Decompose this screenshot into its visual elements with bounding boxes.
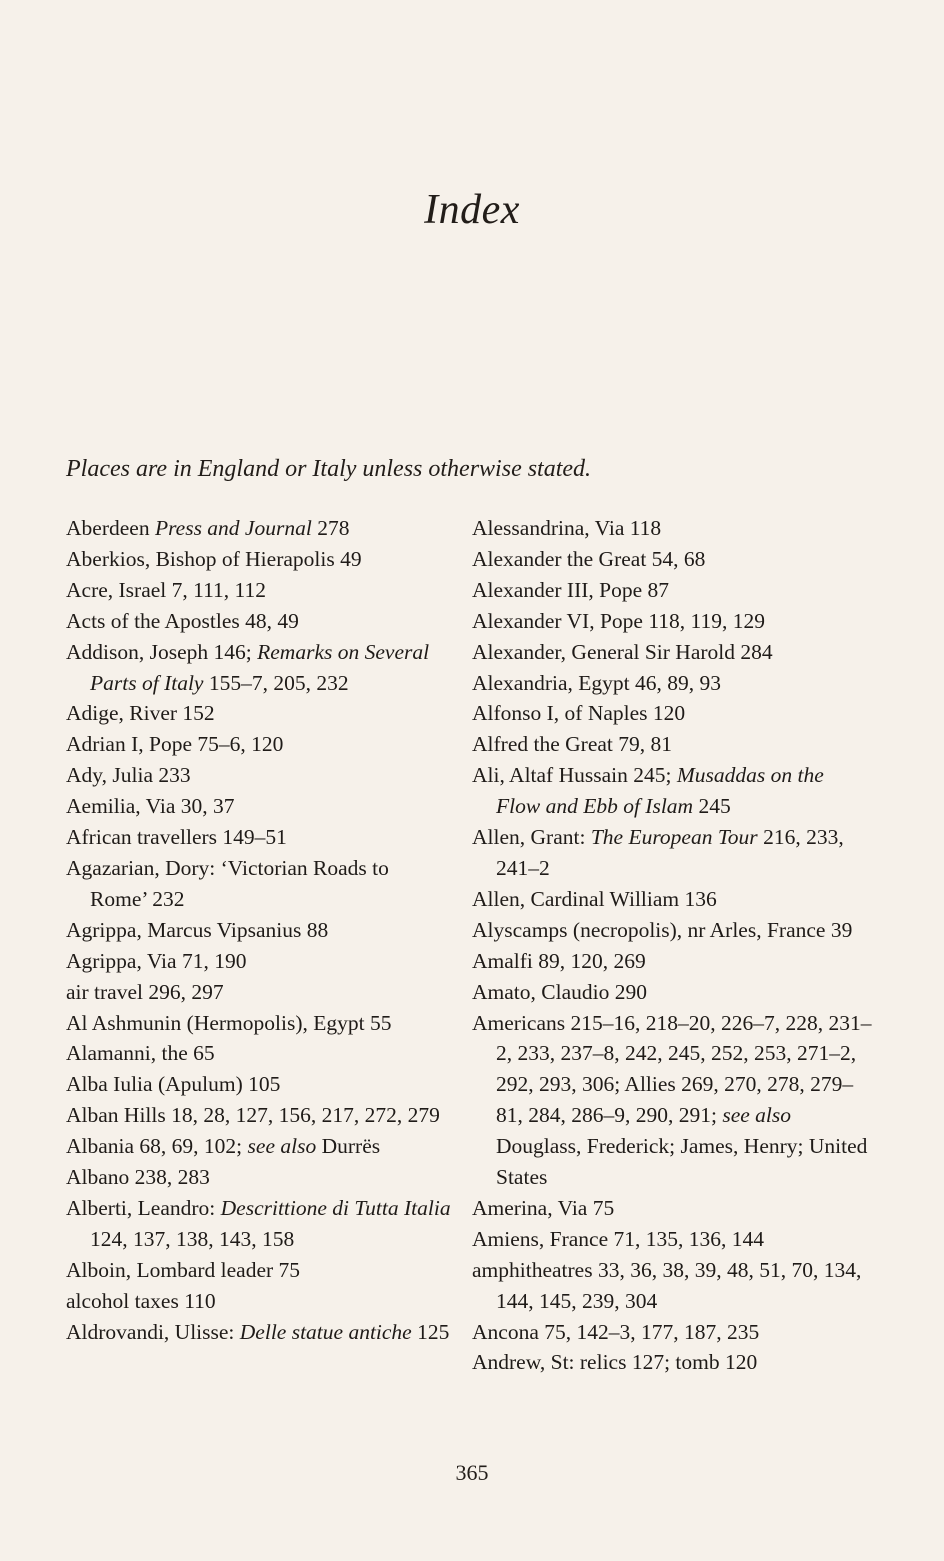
index-entry-text: 216, 233, 241–2 xyxy=(496,825,844,880)
index-entry xyxy=(66,544,451,575)
index-entry-text: 124, 137, 138, 143, 158 xyxy=(90,1226,295,1251)
index-entry-text: Amerina, Via 75 xyxy=(472,1195,615,1220)
index-entry xyxy=(66,791,451,822)
index-entry-text: Alamanni, the 65 xyxy=(66,1041,215,1066)
index-entry xyxy=(66,1162,451,1193)
index-entry-text: Al Ashmunin (Hermopolis), Egypt 55 xyxy=(66,1010,392,1035)
index-entry-text: Alfonso I, of Naples 120 xyxy=(472,701,686,726)
index-entry-text: Amalfi 89, 120, 269 xyxy=(472,948,646,973)
index-entry xyxy=(66,513,451,544)
index-note: Places are in England or Italy unless otherwise stated. xyxy=(66,456,592,482)
index-entry-text: Alboin, Lombard leader 75 xyxy=(66,1257,301,1282)
index-entry xyxy=(66,1286,451,1317)
index-entry-italic-text: Press and Journal xyxy=(154,516,312,540)
index-entry xyxy=(66,729,451,760)
index-entry xyxy=(472,760,872,822)
index-entry xyxy=(66,1255,451,1286)
index-entry xyxy=(66,637,451,699)
index-entry-text: air travel 296, 297 xyxy=(66,979,224,1004)
index-entry xyxy=(472,915,872,946)
index-entry-text: Albano 238, 283 xyxy=(66,1165,210,1190)
index-entry-text: Americans 215–16, 218–20, 226–7, 228, 231–2, 233, 237–8, 242, 245, 252, 253, 271–2, 292, 293, 306; Allies 269, 270, 278, 279–81, 284, 286–9, 290, 291; xyxy=(472,1010,872,1128)
index-entry xyxy=(66,915,451,946)
page-number: 365 xyxy=(455,1460,489,1485)
index-entry-text: Adige, River 152 xyxy=(66,701,215,726)
index-entry-text: Allen, Grant: xyxy=(472,825,591,850)
index-entry-italic-text: Remarks on Several Parts of Italy xyxy=(90,639,430,695)
index-entry-italic-text: Descrittione di Tutta Italia xyxy=(220,1195,451,1220)
index-entry xyxy=(472,513,872,544)
index-entry-text: Allen, Cardinal William 136 xyxy=(472,886,717,911)
index-entry-text: Agrippa, Via 71, 190 xyxy=(66,948,247,973)
index-entry-text: Aemilia, Via 30, 37 xyxy=(66,794,235,819)
index-entry xyxy=(66,606,451,637)
index-entry xyxy=(66,1193,451,1255)
index-entry-text: 245 xyxy=(693,794,731,819)
index-entry-text: 125 xyxy=(411,1319,450,1344)
index-entry-text: Alessandrina, Via 118 xyxy=(472,516,662,540)
index-entry-text: Addison, Joseph 146; xyxy=(66,639,258,664)
index-entry xyxy=(66,760,451,791)
index-entry-text: Ali, Altaf Hussain 245; xyxy=(472,763,677,788)
index-column-right xyxy=(472,513,872,1378)
index-entry-text: Alexandria, Egypt 46, 89, 93 xyxy=(472,670,721,695)
index-entry xyxy=(66,1038,451,1069)
index-entry xyxy=(66,977,451,1008)
index-entry-text: amphitheatres 33, 36, 38, 39, 48, 51, 70, 134, 144, 145, 239, 304 xyxy=(472,1257,862,1313)
index-entry xyxy=(472,544,872,575)
index-entry-text: Ady, Julia 233 xyxy=(66,763,191,788)
index-entry-text: Alexander the Great 54, 68 xyxy=(472,546,706,571)
index-entry xyxy=(472,698,872,729)
index-entry-text: Alyscamps (necropolis), nr Arles, France 39 xyxy=(472,917,853,942)
index-entry-text: Agazarian, Dory: ‘Victorian Roads to Rome’ 232 xyxy=(66,855,389,911)
index-entry-text: Durrës xyxy=(316,1134,381,1159)
index-entry-text: alcohol taxes 110 xyxy=(66,1288,216,1313)
index-entry-text: Alexander, General Sir Harold 284 xyxy=(472,639,773,664)
index-entry-text: 278 xyxy=(311,516,350,540)
index-entry xyxy=(66,853,451,915)
index-entry-italic-text: Musaddas on the Flow and Ebb of Islam xyxy=(496,763,824,819)
index-entry-italic-text: Delle statue antiche xyxy=(239,1319,412,1344)
index-entry-text: Andrew, St: relics 127; tomb 120 xyxy=(472,1350,758,1375)
index-entry-italic-text: see also xyxy=(247,1134,317,1159)
index-entry xyxy=(472,668,872,699)
page-title: Index xyxy=(424,187,520,233)
index-entry-text: Alexander VI, Pope 118, 119, 129 xyxy=(472,608,765,633)
index-entry xyxy=(66,698,451,729)
index-entry xyxy=(472,884,872,915)
index-entry-text: Adrian I, Pope 75–6, 120 xyxy=(66,732,284,757)
index-entry xyxy=(472,946,872,977)
index-entry xyxy=(472,606,872,637)
index-entry-text: Aldrovandi, Ulisse: xyxy=(66,1319,240,1344)
index-entry-text: Amiens, France 71, 135, 136, 144 xyxy=(472,1226,765,1251)
index-entry xyxy=(472,1008,872,1193)
index-entry xyxy=(66,1008,451,1039)
index-entry xyxy=(472,575,872,606)
index-entry xyxy=(66,1100,451,1131)
index-entry xyxy=(472,1255,872,1317)
index-entry xyxy=(472,822,872,884)
index-entry-text: Alba Iulia (Apulum) 105 xyxy=(66,1072,281,1097)
index-entry-italic-text: see also xyxy=(722,1103,792,1128)
index-entry xyxy=(472,1317,872,1348)
index-entry-text: Alexander III, Pope 87 xyxy=(472,577,670,602)
index-entry-text: 155–7, 205, 232 xyxy=(203,670,349,695)
index-entry-text: Agrippa, Marcus Vipsanius 88 xyxy=(66,917,329,942)
index-entry-text: Alberti, Leandro: xyxy=(66,1195,221,1220)
index-entry-text: Douglass, Frederick; James, Henry; United States xyxy=(496,1134,868,1190)
index-entry-italic-text: The European Tour xyxy=(590,825,758,850)
index-column-left xyxy=(66,513,451,1347)
index-entry-text: Ancona 75, 142–3, 177, 187, 235 xyxy=(472,1319,760,1344)
index-entry xyxy=(472,729,872,760)
index-entry xyxy=(66,575,451,606)
index-entry xyxy=(472,1224,872,1255)
index-entry-text: African travellers 149–51 xyxy=(66,825,287,850)
index-entry xyxy=(472,637,872,668)
index-entry-text: Alban Hills 18, 28, 127, 156, 217, 272, 279 xyxy=(66,1103,440,1128)
index-entry xyxy=(66,1131,451,1162)
index-entry xyxy=(472,1193,872,1224)
index-entry-text: Amato, Claudio 290 xyxy=(472,979,647,1004)
index-entry xyxy=(66,822,451,853)
index-entry-text: Aberkios, Bishop of Hierapolis 49 xyxy=(66,546,362,571)
index-entry-text: Albania 68, 69, 102; xyxy=(66,1134,248,1159)
index-entry xyxy=(66,946,451,977)
index-entry xyxy=(66,1317,451,1348)
index-entry-text: Aberdeen xyxy=(66,516,155,540)
index-entry xyxy=(66,1069,451,1100)
index-entry-text: Alfred the Great 79, 81 xyxy=(472,732,672,757)
index-entry-text: Acre, Israel 7, 111, 112 xyxy=(66,577,266,602)
index-entry xyxy=(472,977,872,1008)
index-entry xyxy=(472,1347,872,1378)
index-entry-text: Acts of the Apostles 48, 49 xyxy=(66,608,299,633)
